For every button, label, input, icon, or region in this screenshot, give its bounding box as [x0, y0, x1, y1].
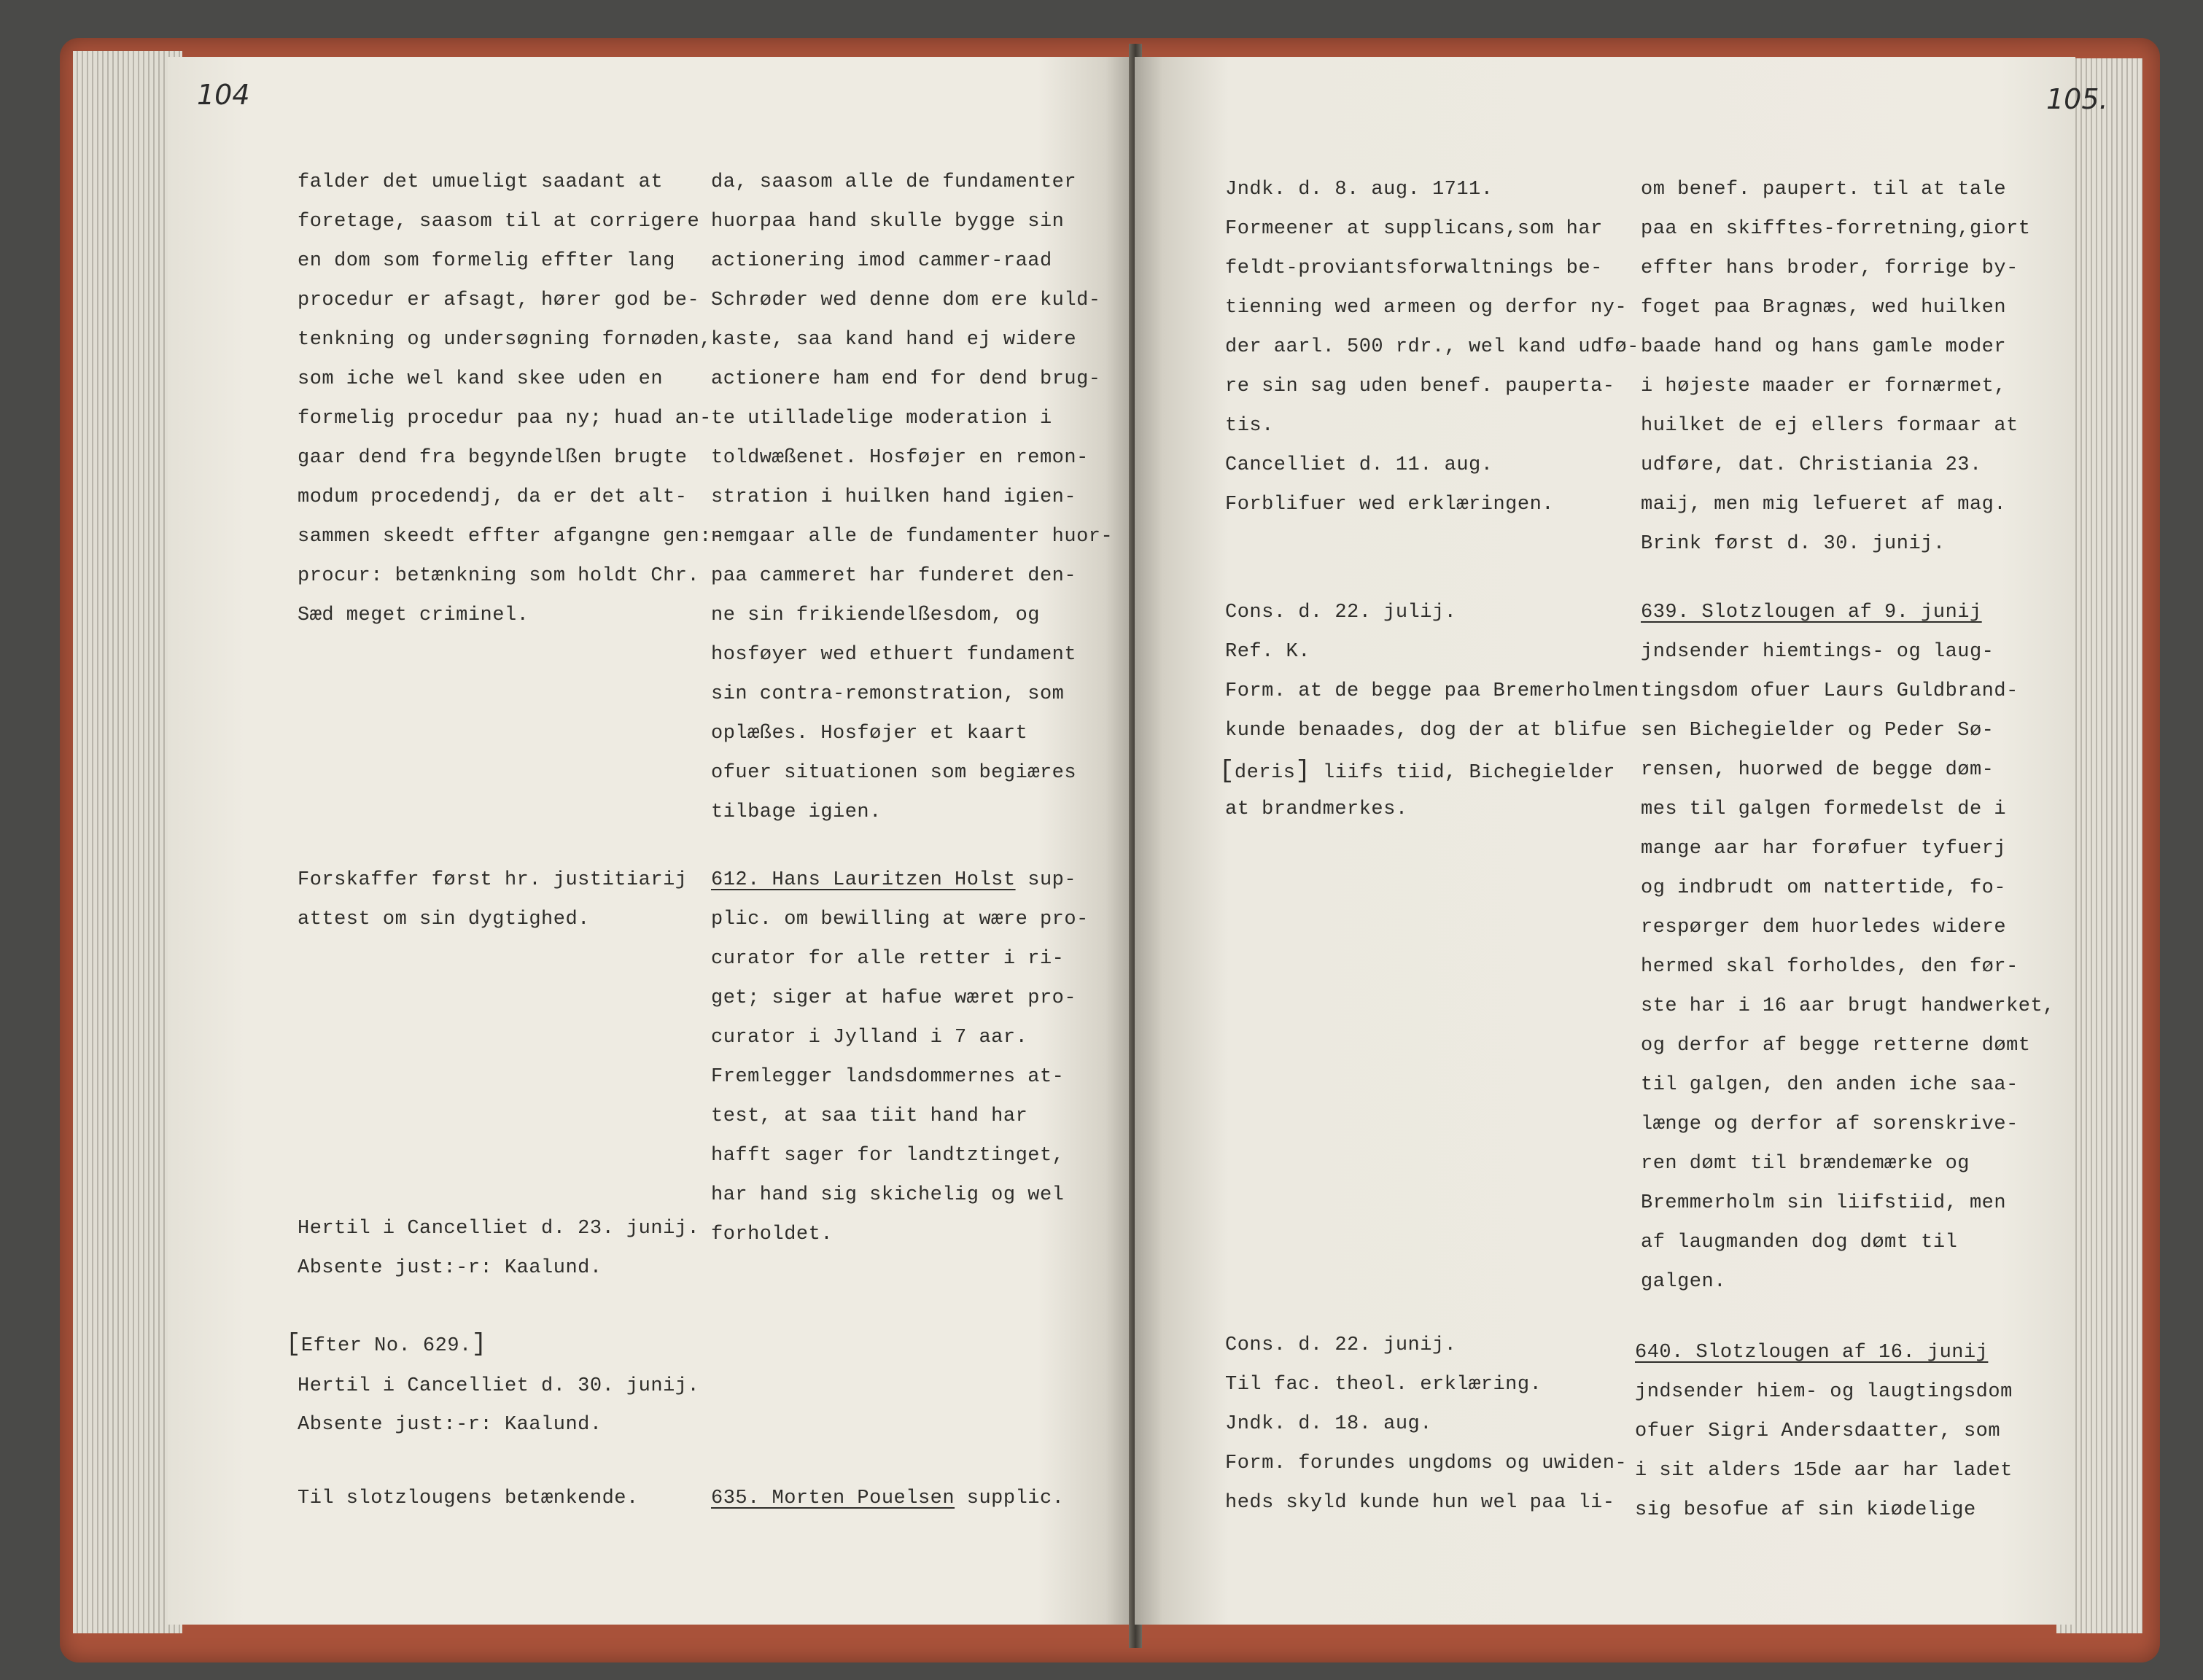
- text-line: rensen, huorwed de begge døm-: [1641, 759, 1994, 781]
- text-line: Fremlegger landsdommernes at-: [711, 1066, 1065, 1088]
- text-line: respørger dem huorledes widere: [1641, 917, 2007, 938]
- text-line: Cons. d. 22. junij.: [1225, 1334, 1457, 1356]
- text-line: ste har i 16 aar brugt handwerket,: [1641, 995, 2055, 1017]
- text-line: sen Bichegielder og Peder Sø-: [1641, 720, 1994, 742]
- entry-612-heading: 612. Hans Lauritzen Holst sup-: [711, 869, 1077, 891]
- entry-635-heading: 635. Morten Pouelsen supplic.: [711, 1488, 1065, 1509]
- text-line: stration i huilken hand igien-: [711, 486, 1077, 508]
- text-line: foretage, saasom til at corrigere: [298, 211, 700, 233]
- text-line: Til fac. theol. erklæring.: [1225, 1374, 1542, 1396]
- entry-639-heading: 639. Slotzlougen af 9. junij: [1641, 602, 1982, 623]
- text-line: re sin sag uden benef. pauperta-: [1225, 376, 1615, 397]
- text-line: der aarl. 500 rdr., wel kand udfø-: [1225, 336, 1639, 358]
- text-line: i sit alders 15de aar har ladet: [1635, 1460, 2013, 1482]
- page-number-right: 105.: [2046, 83, 2108, 115]
- text-line: oplæßes. Hosføjer et kaart: [711, 723, 1028, 744]
- text-line: Jndk. d. 18. aug.: [1225, 1413, 1432, 1435]
- text-line: falder det umueligt saadant at: [298, 171, 664, 193]
- text-line: ne sin frikiendelßesdom, og: [711, 604, 1040, 626]
- text-line: procedur er afsagt, hører god be-: [298, 289, 700, 311]
- text-line: tienning wed armeen og derfor ny-: [1225, 297, 1628, 319]
- text-line: Forblifuer wed erklæringen.: [1225, 494, 1554, 516]
- text-line: til galgen, den anden iche saa-: [1641, 1074, 2019, 1096]
- text-line: paa en skifftes-forretning,giort: [1641, 218, 2031, 240]
- entry-640-heading: 640. Slotzlougen af 16. junij: [1635, 1342, 1989, 1364]
- text-line: huorpaa hand skulle bygge sin: [711, 211, 1065, 233]
- text-line: Cancelliet d. 11. aug.: [1225, 454, 1493, 476]
- text-line: længe og derfor af sorenskrive-: [1641, 1113, 2019, 1135]
- text-line: huilket de ej ellers formaar at: [1641, 415, 2019, 437]
- text-line: effter hans broder, forrige by-: [1641, 257, 2019, 279]
- text-line: Hertil i Cancelliet d. 23. junij.: [298, 1218, 700, 1240]
- text-line: mes til galgen formedelst de i: [1641, 798, 2007, 820]
- text-line: jndsender hiemtings- og laug-: [1641, 641, 1994, 663]
- right-page: [1135, 57, 2108, 1625]
- text-line: modum procedendj, da er det alt-: [298, 486, 688, 508]
- text-line: formelig procedur paa ny; huad an-: [298, 408, 712, 429]
- text-line: foget paa Bragnæs, wed huilken: [1641, 297, 2007, 319]
- text-line: i højeste maader er fornærmet,: [1641, 376, 2007, 397]
- text-line: hafft sager for landtztinget,: [711, 1145, 1065, 1167]
- text-line: Sæd meget criminel.: [298, 604, 529, 626]
- text-line: Formeener at supplicans,som har: [1225, 218, 1603, 240]
- text-line: plic. om bewilling at wære pro-: [711, 909, 1089, 930]
- text-line: Jndk. d. 8. aug. 1711.: [1225, 179, 1493, 201]
- text-line: og derfor af begge retterne dømt: [1641, 1035, 2031, 1057]
- text-line: Form. forundes ungdoms og uwiden-: [1225, 1452, 1628, 1474]
- text-line: test, at saa tiit hand har: [711, 1105, 1028, 1127]
- text-line: ofuer situationen som begiæres: [711, 762, 1077, 784]
- text-line: actionere ham end for dend brug-: [711, 368, 1101, 390]
- text-line: paa cammeret har funderet den-: [711, 565, 1077, 587]
- text-line: feldt-proviantsforwaltnings be-: [1225, 257, 1603, 279]
- text-line: Bremmerholm sin liifstiid, men: [1641, 1192, 2007, 1214]
- text-line: udføre, dat. Christiania 23.: [1641, 454, 1982, 476]
- text-line: tis.: [1225, 415, 1274, 437]
- text-line-bracketed: [deris] liifs tiid, Bichegielder: [1219, 758, 1615, 785]
- text-line: te utilladelige moderation i: [711, 408, 1052, 429]
- text-line: heds skyld kunde hun wel paa li-: [1225, 1492, 1615, 1514]
- text-line: tilbage igien.: [711, 801, 882, 823]
- text-line: kunde benaades, dog der at blifue: [1225, 720, 1628, 742]
- text-line: som iche wel kand skee uden en: [298, 368, 664, 390]
- text-line: Cons. d. 22. julij.: [1225, 602, 1457, 623]
- text-line: attest om sin dygtighed.: [298, 909, 590, 930]
- text-line: get; siger at hafue wæret pro-: [711, 987, 1077, 1009]
- text-line: en dom som formelig effter lang: [298, 250, 675, 272]
- text-line: Schrøder wed denne dom ere kuld-: [711, 289, 1101, 311]
- text-line: curator for alle retter i ri-: [711, 948, 1065, 970]
- text-line: at brandmerkes.: [1225, 798, 1408, 820]
- text-line: Forskaffer først hr. justitiarij: [298, 869, 688, 891]
- text-line: sin contra-remonstration, som: [711, 683, 1065, 705]
- text-line: af laugmanden dog dømt til: [1641, 1232, 1958, 1253]
- text-line: ofuer Sigri Andersdaatter, som: [1635, 1420, 2001, 1442]
- text-line: og indbrudt om nattertide, fo-: [1641, 877, 2007, 899]
- text-line: jndsender hiem- og laugtingsdom: [1635, 1381, 2013, 1403]
- text-line: har hand sig skichelig og wel: [711, 1184, 1065, 1206]
- text-line: Brink først d. 30. junij.: [1641, 533, 1946, 555]
- text-line: curator i Jylland i 7 aar.: [711, 1027, 1028, 1049]
- text-line: actionering imod cammer-raad: [711, 250, 1052, 272]
- text-line: nemgaar alle de fundamenter huor-: [711, 526, 1114, 548]
- text-line: gaar dend fra begyndelßen brugte: [298, 447, 688, 469]
- text-line: sammen skeedt effter afgangne gen:-: [298, 526, 724, 548]
- text-line: kaste, saa kand hand ej widere: [711, 329, 1077, 351]
- text-line: om benef. paupert. til at tale: [1641, 179, 2007, 201]
- page-number-left: 104: [197, 79, 250, 111]
- text-line: forholdet.: [711, 1224, 834, 1245]
- text-line: Absente just:-r: Kaalund.: [298, 1257, 602, 1279]
- text-line: hermed skal forholdes, den før-: [1641, 956, 2019, 978]
- text-line: da, saasom alle de fundamenter: [711, 171, 1077, 193]
- text-line: Absente just:-r: Kaalund.: [298, 1414, 602, 1436]
- text-line: ren dømt til brændemærke og: [1641, 1153, 1970, 1175]
- text-line: sig besofue af sin kiødelige: [1635, 1499, 1976, 1521]
- text-line: Ref. K.: [1225, 641, 1310, 663]
- text-line: baade hand og hans gamle moder: [1641, 336, 2007, 358]
- left-page: [168, 57, 1135, 1625]
- text-line: galgen.: [1641, 1271, 1726, 1293]
- page-edges-left: [73, 51, 182, 1633]
- efter-label: [Efter No. 629.]: [286, 1331, 487, 1358]
- text-line: tenkning og undersøgning fornøden,: [298, 329, 712, 351]
- text-line: maij, men mig lefueret af mag.: [1641, 494, 2007, 516]
- text-line: procur: betænkning som holdt Chr.: [298, 565, 700, 587]
- text-line: mange aar har forøfuer tyfuerj: [1641, 838, 2007, 860]
- text-line: tingsdom ofuer Laurs Guldbrand-: [1641, 680, 2019, 702]
- text-line: hosføyer wed ethuert fundament: [711, 644, 1077, 666]
- text-line: Hertil i Cancelliet d. 30. junij.: [298, 1375, 700, 1397]
- text-line: Til slotzlougens betænkende.: [298, 1488, 639, 1509]
- text-line: Form. at de begge paa Bremerholmen: [1225, 680, 1639, 702]
- text-line: toldwæßenet. Hosføjer en remon-: [711, 447, 1089, 469]
